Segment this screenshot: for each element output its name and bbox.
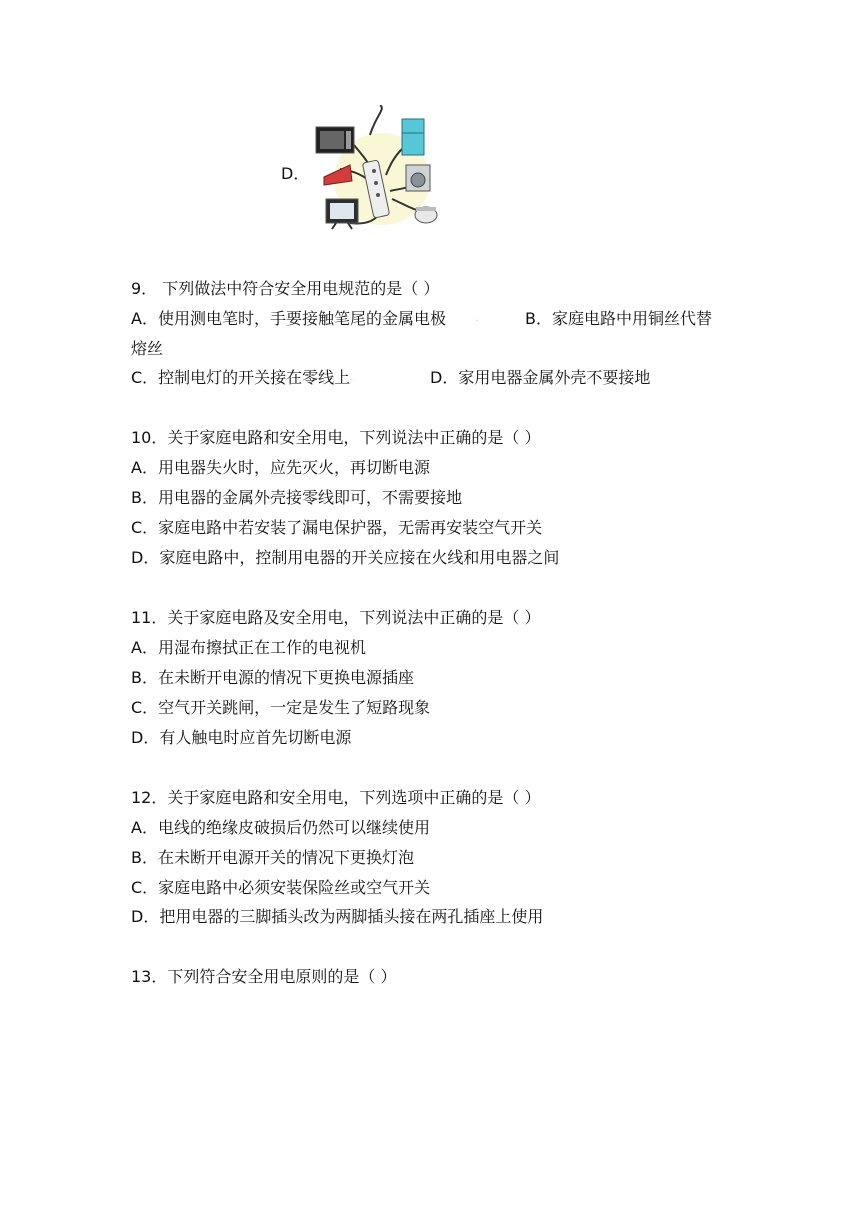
question-10-option-a: A．用电器失火时，应先灭火，再切断电源	[131, 458, 430, 477]
question-12-option-d: D．把用电器的三脚插头改为两脚插头接在两孔插座上使用	[131, 907, 544, 926]
question-10-stem: 10．关于家庭电路和安全用电，下列说法中正确的是（ ）	[131, 428, 541, 447]
question-12-option-b: B．在未断开电源开关的情况下更换灯泡	[131, 848, 414, 867]
question-9-option-b: B．家庭电路中用铜丝代替	[525, 309, 712, 328]
overloaded-socket-icon	[310, 105, 448, 241]
question-11-stem: 11．关于家庭电路及安全用电，下列说法中正确的是（ ）	[131, 608, 541, 627]
question-13-stem: 13．下列符合安全用电原则的是（ ）	[131, 967, 397, 986]
question-9-option-a	[131, 308, 482, 330]
option-d-label: D．	[281, 164, 310, 183]
stray-mark: 。	[350, 374, 357, 382]
question-10-option-c: C．家庭电路中若安装了漏电保护器，无需再安装空气开关	[131, 518, 543, 537]
question-12-option-a: A．电线的绝缘皮破损后仍然可以继续使用	[131, 818, 430, 837]
question-10-option-b: B．用电器的金属外壳接零线即可，不需要接地	[131, 488, 462, 507]
option-c-text: C．控制电灯的开关接在零线上	[131, 368, 351, 387]
question-9-option-d: D．家用电器金属外壳不要接地	[430, 368, 651, 387]
stray-mark: 。	[475, 315, 482, 323]
question-9-option-b-continued: 熔丝	[131, 339, 164, 358]
question-12-stem: 12．关于家庭电路和安全用电，下列选项中正确的是（ ）	[131, 788, 541, 807]
option-a-text: A．使用测电笔时，手要接触笔尾的金属电极	[131, 309, 446, 328]
question-11-option-d: D．有人触电时应首先切断电源	[131, 728, 352, 747]
question-11-option-c: C．空气开关跳闸，一定是发生了短路现象	[131, 698, 431, 717]
question-9-option-c	[131, 367, 356, 389]
question-12-option-c: C．家庭电路中必须安装保险丝或空气开关	[131, 878, 431, 897]
question-9-stem: 9． 下列做法中符合安全用电规范的是（ ）	[131, 279, 440, 298]
question-10-option-d: D．家庭电路中，控制用电器的开关应接在火线和用电器之间	[131, 548, 560, 567]
question-11-option-b: B．在未断开电源的情况下更换电源插座	[131, 668, 414, 687]
question-11-option-a: A．用湿布擦拭正在工作的电视机	[131, 638, 366, 657]
